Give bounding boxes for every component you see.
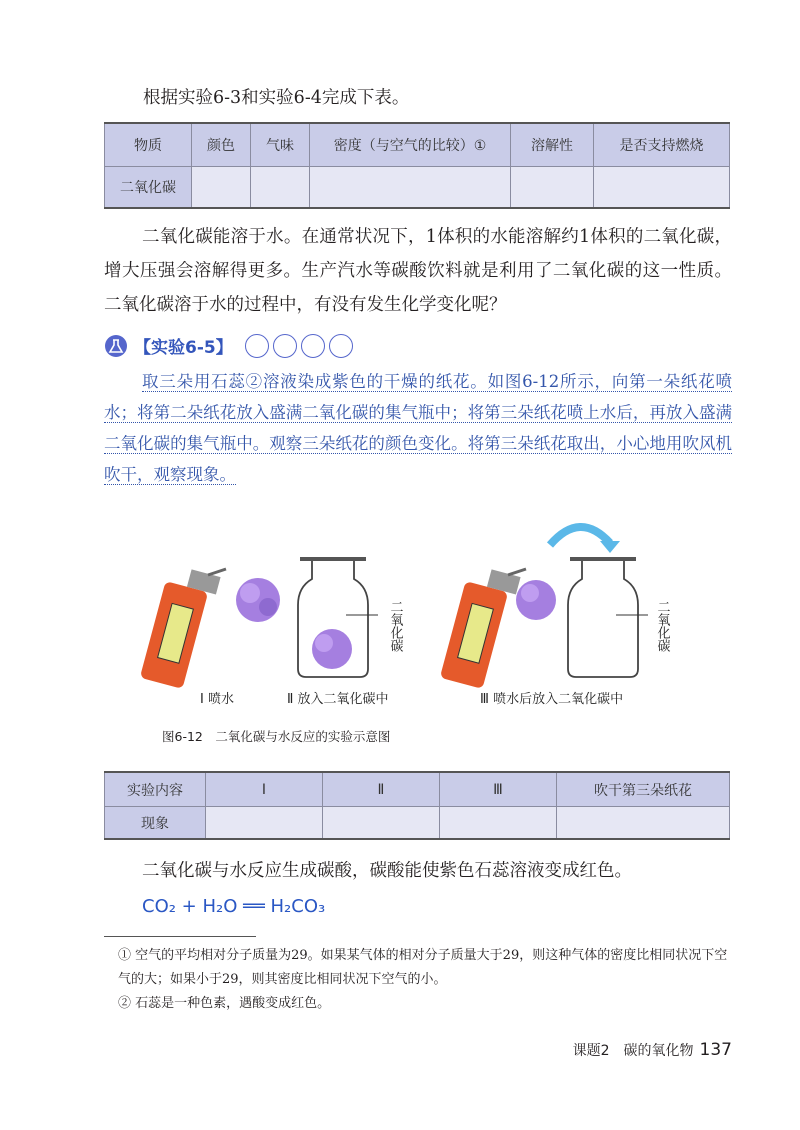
intro-text: 根据实验6-3和实验6-4完成下表。 bbox=[143, 88, 410, 108]
figure-label-1: Ⅰ 喷水 bbox=[200, 692, 234, 707]
experiment-text: 取三朵用石蕊②溶液染成紫色的干燥的纸花。如图6-12所示，向第一朵纸花喷水；将第二朵纸花放入盛满二氧化碳的集气瓶中；将第三朵纸花喷上水后，再放入盛满二氧化碳的集气瓶中。观察三朵纸花的颜色变化。将第三朵纸花取出，小心地用吹风机吹干，观察现象。 bbox=[104, 372, 732, 484]
caution-icon bbox=[301, 334, 325, 358]
bottle-label-2: 二氧化碳 bbox=[387, 600, 403, 652]
spray-bottle-icon bbox=[140, 569, 226, 689]
hand-wash-icon bbox=[329, 334, 353, 358]
paragraph-co2-solubility: 二氧化碳能溶于水。在通常状况下，1体积的水能溶解约1体积的二氧化碳，增大压强会溶解得更多。生产汽水等碳酸饮料就是利用了二氧化碳的这一性质。二氧化碳溶于水的过程中，有没有发生化学变化呢？ bbox=[104, 227, 732, 315]
warning-icon bbox=[273, 334, 297, 358]
chemical-equation: CO₂ + H₂O ══ H₂CO₃ bbox=[142, 896, 326, 917]
table1-cell bbox=[192, 167, 251, 209]
observation-table bbox=[104, 771, 730, 840]
table2-header: Ⅲ bbox=[440, 772, 557, 807]
table2-cell bbox=[557, 807, 730, 840]
paper-flower-3 bbox=[516, 580, 556, 620]
table2-header: Ⅱ bbox=[323, 772, 440, 807]
section-title: 课题2 碳的氧化物 bbox=[572, 1043, 694, 1059]
experiment-header bbox=[104, 333, 353, 358]
table2-row-label: 现象 bbox=[105, 807, 206, 840]
goggles-icon bbox=[245, 334, 269, 358]
safety-icons bbox=[245, 334, 353, 358]
table1-cell bbox=[251, 167, 310, 209]
arrow-icon bbox=[550, 527, 610, 545]
footnote-divider bbox=[104, 936, 256, 937]
figure-label-2: Ⅱ 放入二氧化碳中 bbox=[287, 692, 389, 707]
experiment-title: 【实验6-5】 bbox=[134, 338, 233, 358]
table1-cell bbox=[511, 167, 594, 209]
table1-header: 物质 bbox=[105, 123, 192, 167]
table1-header: 是否支持燃烧 bbox=[594, 123, 730, 167]
table2-header: 吹干第三朵纸花 bbox=[557, 772, 730, 807]
table2-cell bbox=[323, 807, 440, 840]
table2-cell bbox=[440, 807, 557, 840]
table1-header: 颜色 bbox=[192, 123, 251, 167]
bottle-label-3: 二氧化碳 bbox=[654, 600, 670, 652]
table1-cell bbox=[310, 167, 511, 209]
table1-header: 气味 bbox=[251, 123, 310, 167]
footnote-2: ② 石蕊是一种色素，遇酸变成红色。 bbox=[118, 996, 331, 1011]
footnote-1: ① 空气的平均相对分子质量为29。如果某气体的相对分子质量大于29，则这种气体的密度比相同状况下空气的大；如果小于29，则其密度比相同状况下空气的小。 bbox=[118, 948, 728, 987]
table1-cell bbox=[594, 167, 730, 209]
gas-jar-2 bbox=[298, 557, 378, 677]
properties-table bbox=[104, 122, 730, 209]
table1-row-label: 二氧化碳 bbox=[105, 167, 192, 209]
table1-header: 密度（与空气的比较）① bbox=[310, 123, 511, 167]
table2-cell bbox=[206, 807, 323, 840]
figure-caption: 图6-12 二氧化碳与水反应的实验示意图 bbox=[162, 729, 391, 744]
table2-header: 实验内容 bbox=[105, 772, 206, 807]
table1-header: 溶解性 bbox=[511, 123, 594, 167]
gas-jar-3 bbox=[568, 557, 648, 677]
page-footer bbox=[573, 1040, 732, 1060]
page-number: 137 bbox=[699, 1040, 732, 1060]
flask-icon bbox=[104, 334, 128, 358]
spray-bottle-icon bbox=[440, 569, 526, 689]
experiment-figure bbox=[140, 505, 700, 705]
paragraph-carbonic-acid: 二氧化碳与水反应生成碳酸，碳酸能使紫色石蕊溶液变成红色。 bbox=[142, 861, 632, 881]
paper-flower-1 bbox=[236, 578, 280, 622]
figure-label-3: Ⅲ 喷水后放入二氧化碳中 bbox=[480, 692, 624, 707]
table2-header: Ⅰ bbox=[206, 772, 323, 807]
